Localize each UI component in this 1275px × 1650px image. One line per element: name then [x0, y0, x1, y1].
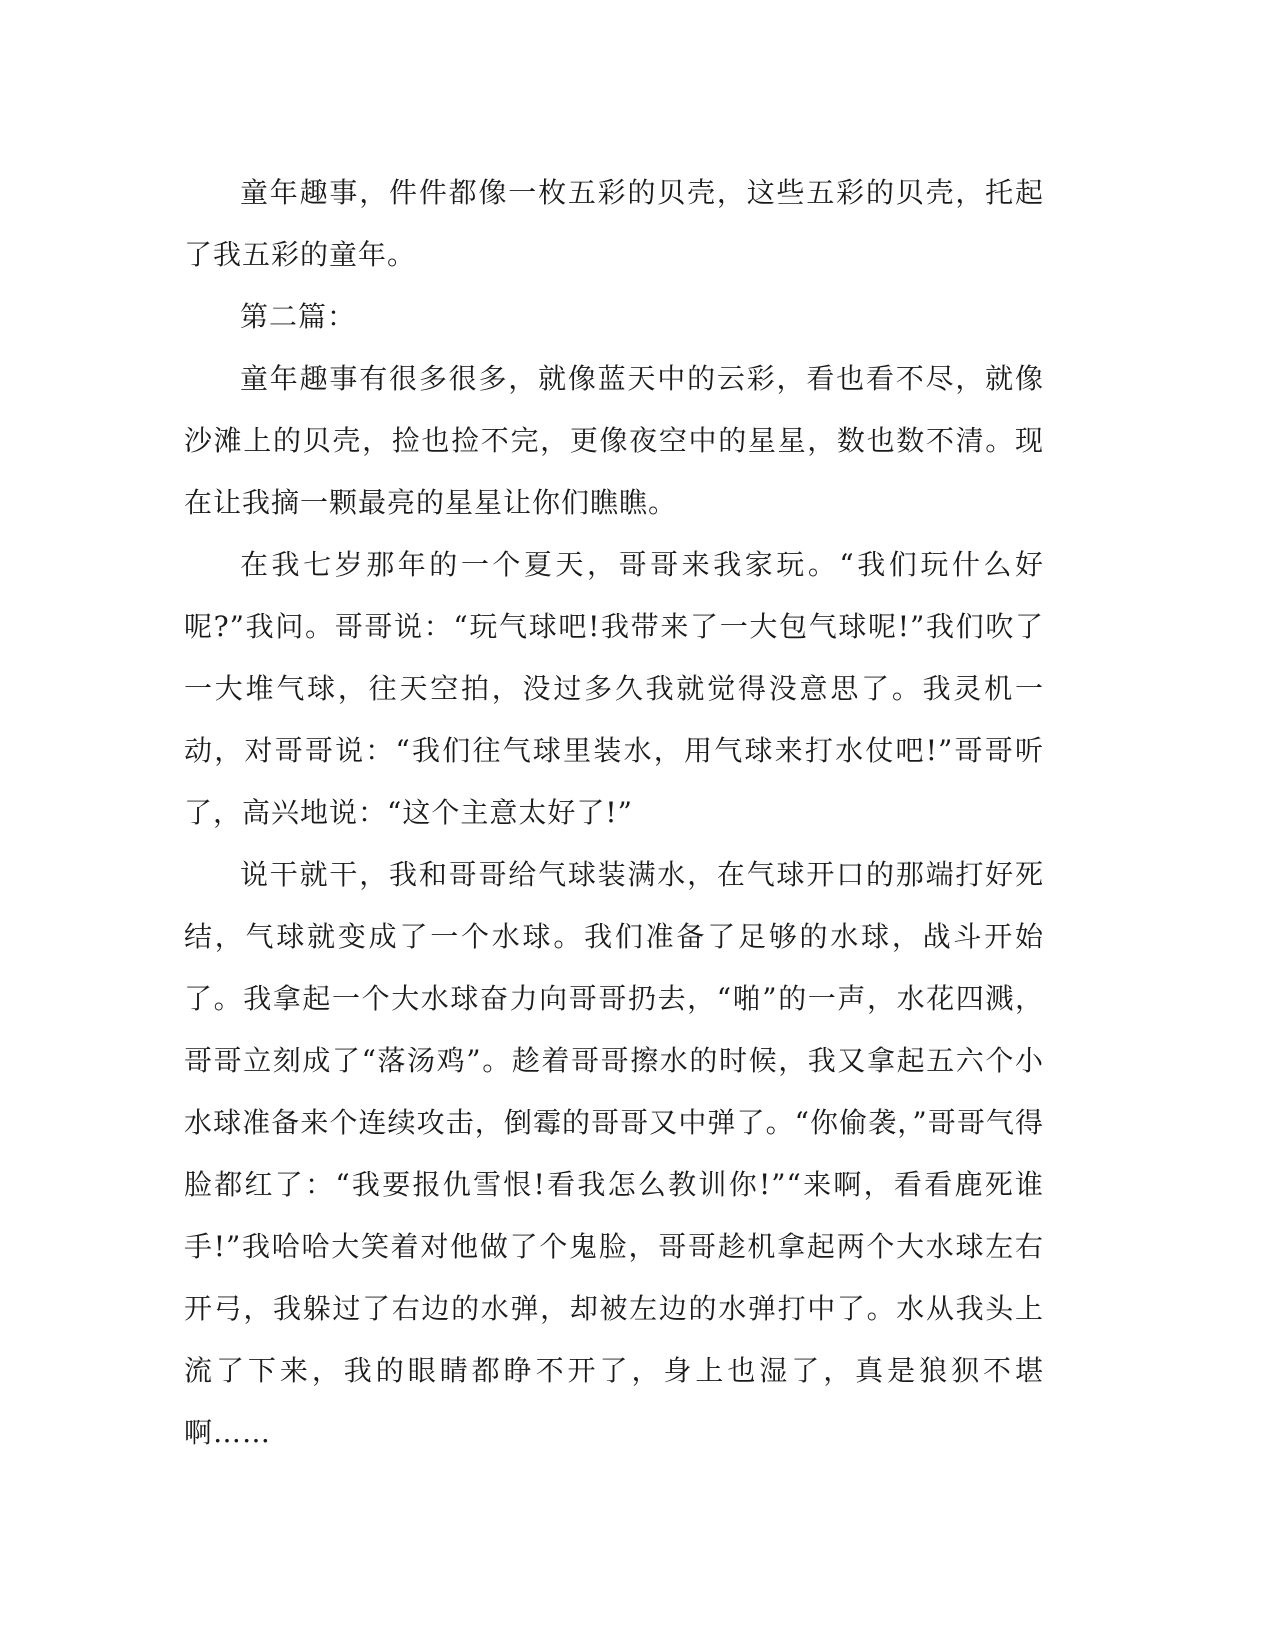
paragraph-1: 童年趣事，件件都像一枚五彩的贝壳，这些五彩的贝壳，托起了我五彩的童年。 [184, 176, 1044, 271]
paragraph-3: 在我七岁那年的一个夏天，哥哥来我家玩。“我们玩什么好呢?”我问。哥哥说：“玩气球吧!我带来了一大包气球呢!”我们吹了一大堆气球，往天空拍，没过多久我就觉得没意思了。我灵机一动，对哥哥说：“我们往气球里装水，用气球来打水仗吧!”哥哥听了，高兴地说：“这个主意太好了!” [184, 548, 1044, 829]
section-heading: 第二篇： [240, 300, 357, 333]
paragraph-4: 说干就干，我和哥哥给气球装满水，在气球开口的那端打好死结，气球就变成了一个水球。我们准备了足够的水球，战斗开始了。我拿起一个大水球奋力向哥哥扔去，“啪”的一声，水花四溅，哥哥立刻成了“落汤鸡”。趁着哥哥擦水的时候，我又拿起五六个小水球准备来个连续攻击，倒霉的哥哥又中弹了。“你偷袭，”哥哥气得脸都红了：“我要报仇雪恨!看我怎么教训你!”“来啊，看看鹿死谁手!”我哈哈大笑着对他做了个鬼脸，哥哥趁机拿起两个大水球左右开弓，我躲过了右边的水弹，却被左边的水弹打中了。水从我头上流了下来，我的眼睛都睁不开了，身上也湿了，真是狼狈不堪啊…… [184, 858, 1044, 1449]
paragraph-2: 童年趣事有很多很多，就像蓝天中的云彩，看也看不尽，就像沙滩上的贝壳，捡也捡不完，更像夜空中的星星，数也数不清。现在让我摘一颗最亮的星星让你们瞧瞧。 [184, 362, 1044, 519]
document-body [184, 162, 1044, 1464]
